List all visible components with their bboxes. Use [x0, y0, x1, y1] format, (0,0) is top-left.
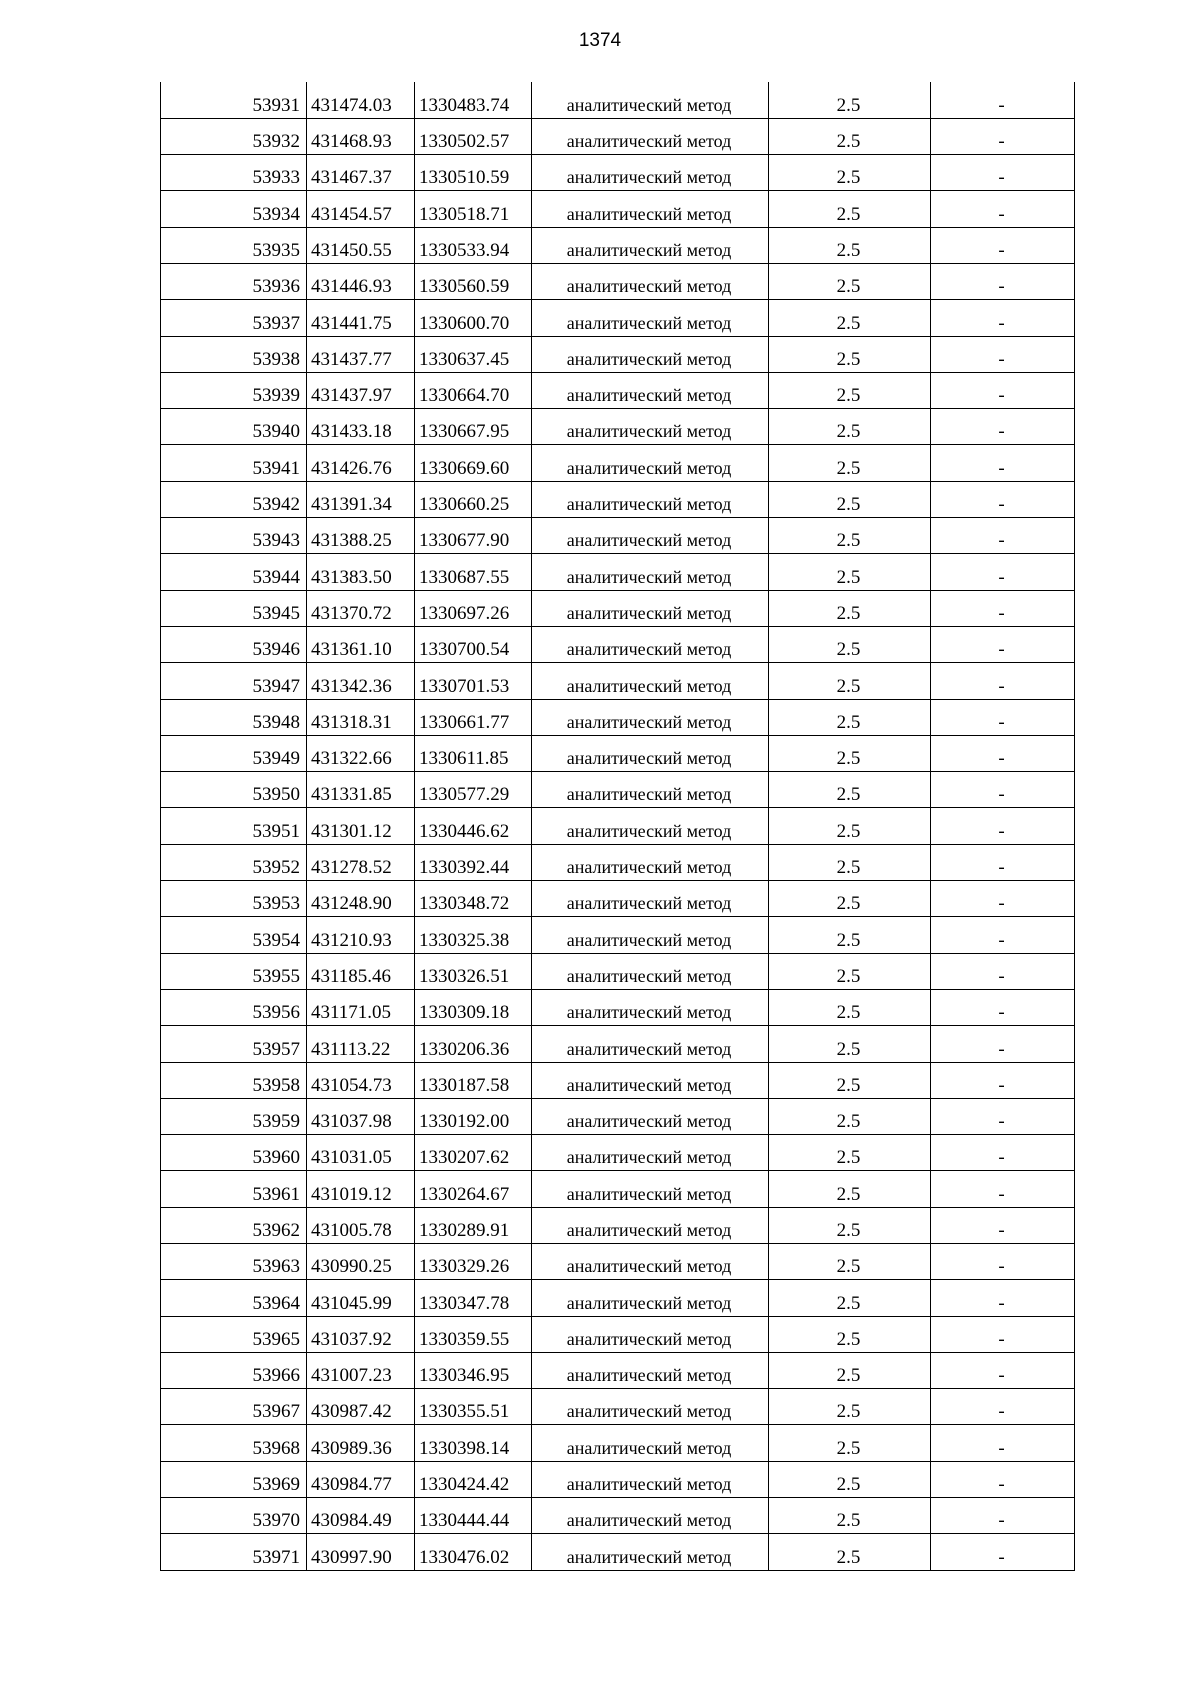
accuracy-cell: 2.5 [769, 1244, 931, 1280]
accuracy-cell: 2.5 [769, 118, 931, 154]
y-coordinate-cell: 1330424.42 [415, 1461, 532, 1497]
description-cell: - [931, 554, 1075, 590]
method-cell: аналитический метод [532, 1171, 769, 1207]
table-row [161, 1207, 1075, 1243]
table-row [161, 191, 1075, 227]
x-coordinate-cell: 431171.05 [307, 989, 415, 1025]
coordinates-table [160, 82, 1075, 1571]
x-coordinate-cell: 431185.46 [307, 953, 415, 989]
point-number-cell: 53968 [161, 1425, 307, 1461]
point-number-cell: 53951 [161, 808, 307, 844]
table-row [161, 1461, 1075, 1497]
table-row [161, 808, 1075, 844]
point-number-cell: 53960 [161, 1135, 307, 1171]
accuracy-cell: 2.5 [769, 663, 931, 699]
x-coordinate-cell: 431426.76 [307, 445, 415, 481]
point-number-cell: 53952 [161, 844, 307, 880]
description-cell: - [931, 82, 1075, 118]
y-coordinate-cell: 1330700.54 [415, 626, 532, 662]
accuracy-cell: 2.5 [769, 554, 931, 590]
description-cell: - [931, 227, 1075, 263]
table-row [161, 300, 1075, 336]
accuracy-cell: 2.5 [769, 1425, 931, 1461]
y-coordinate-cell: 1330392.44 [415, 844, 532, 880]
table-row [161, 227, 1075, 263]
x-coordinate-cell: 431037.92 [307, 1316, 415, 1352]
point-number-cell: 53965 [161, 1316, 307, 1352]
table-row [161, 263, 1075, 299]
table-row [161, 554, 1075, 590]
method-cell: аналитический метод [532, 808, 769, 844]
description-cell: - [931, 518, 1075, 554]
y-coordinate-cell: 1330346.95 [415, 1352, 532, 1388]
description-cell: - [931, 626, 1075, 662]
accuracy-cell: 2.5 [769, 336, 931, 372]
method-cell: аналитический метод [532, 1425, 769, 1461]
method-cell: аналитический метод [532, 155, 769, 191]
x-coordinate-cell: 431210.93 [307, 917, 415, 953]
point-number-cell: 53933 [161, 155, 307, 191]
description-cell: - [931, 1280, 1075, 1316]
x-coordinate-cell: 430987.42 [307, 1389, 415, 1425]
method-cell: аналитический метод [532, 699, 769, 735]
table-row [161, 409, 1075, 445]
description-cell: - [931, 989, 1075, 1025]
accuracy-cell: 2.5 [769, 300, 931, 336]
table-row [161, 481, 1075, 517]
table-row [161, 1026, 1075, 1062]
point-number-cell: 53939 [161, 372, 307, 408]
x-coordinate-cell: 431037.98 [307, 1098, 415, 1134]
y-coordinate-cell: 1330669.60 [415, 445, 532, 481]
x-coordinate-cell: 431019.12 [307, 1171, 415, 1207]
accuracy-cell: 2.5 [769, 372, 931, 408]
y-coordinate-cell: 1330667.95 [415, 409, 532, 445]
table-row [161, 518, 1075, 554]
x-coordinate-cell: 431391.34 [307, 481, 415, 517]
x-coordinate-cell: 430984.77 [307, 1461, 415, 1497]
point-number-cell: 53956 [161, 989, 307, 1025]
accuracy-cell: 2.5 [769, 1026, 931, 1062]
point-number-cell: 53950 [161, 772, 307, 808]
y-coordinate-cell: 1330446.62 [415, 808, 532, 844]
method-cell: аналитический метод [532, 1098, 769, 1134]
description-cell: - [931, 1425, 1075, 1461]
description-cell: - [931, 1534, 1075, 1570]
accuracy-cell: 2.5 [769, 989, 931, 1025]
description-cell: - [931, 699, 1075, 735]
point-number-cell: 53964 [161, 1280, 307, 1316]
description-cell: - [931, 1352, 1075, 1388]
method-cell: аналитический метод [532, 372, 769, 408]
y-coordinate-cell: 1330309.18 [415, 989, 532, 1025]
method-cell: аналитический метод [532, 554, 769, 590]
method-cell: аналитический метод [532, 590, 769, 626]
x-coordinate-cell: 431342.36 [307, 663, 415, 699]
x-coordinate-cell: 430990.25 [307, 1244, 415, 1280]
point-number-cell: 53958 [161, 1062, 307, 1098]
x-coordinate-cell: 431031.05 [307, 1135, 415, 1171]
accuracy-cell: 2.5 [769, 1280, 931, 1316]
table-row [161, 1498, 1075, 1534]
y-coordinate-cell: 1330661.77 [415, 699, 532, 735]
y-coordinate-cell: 1330697.26 [415, 590, 532, 626]
point-number-cell: 53962 [161, 1207, 307, 1243]
table-row [161, 626, 1075, 662]
accuracy-cell: 2.5 [769, 1352, 931, 1388]
description-cell: - [931, 881, 1075, 917]
point-number-cell: 53946 [161, 626, 307, 662]
accuracy-cell: 2.5 [769, 82, 931, 118]
description-cell: - [931, 844, 1075, 880]
description-cell: - [931, 445, 1075, 481]
page-number: 1374 [578, 30, 622, 51]
table-row [161, 735, 1075, 771]
description-cell: - [931, 481, 1075, 517]
point-number-cell: 53938 [161, 336, 307, 372]
accuracy-cell: 2.5 [769, 844, 931, 880]
table-row [161, 1389, 1075, 1425]
accuracy-cell: 2.5 [769, 155, 931, 191]
x-coordinate-cell: 431054.73 [307, 1062, 415, 1098]
accuracy-cell: 2.5 [769, 1171, 931, 1207]
x-coordinate-cell: 431113.22 [307, 1026, 415, 1062]
x-coordinate-cell: 431437.97 [307, 372, 415, 408]
accuracy-cell: 2.5 [769, 590, 931, 626]
description-cell: - [931, 263, 1075, 299]
x-coordinate-cell: 431007.23 [307, 1352, 415, 1388]
table-row [161, 663, 1075, 699]
method-cell: аналитический метод [532, 953, 769, 989]
y-coordinate-cell: 1330510.59 [415, 155, 532, 191]
table-row [161, 1244, 1075, 1280]
x-coordinate-cell: 431248.90 [307, 881, 415, 917]
description-cell: - [931, 1389, 1075, 1425]
description-cell: - [931, 1498, 1075, 1534]
point-number-cell: 53955 [161, 953, 307, 989]
x-coordinate-cell: 431450.55 [307, 227, 415, 263]
point-number-cell: 53953 [161, 881, 307, 917]
y-coordinate-cell: 1330347.78 [415, 1280, 532, 1316]
accuracy-cell: 2.5 [769, 772, 931, 808]
method-cell: аналитический метод [532, 336, 769, 372]
x-coordinate-cell: 431433.18 [307, 409, 415, 445]
method-cell: аналитический метод [532, 1389, 769, 1425]
description-cell: - [931, 1316, 1075, 1352]
point-number-cell: 53940 [161, 409, 307, 445]
method-cell: аналитический метод [532, 227, 769, 263]
accuracy-cell: 2.5 [769, 227, 931, 263]
point-number-cell: 53944 [161, 554, 307, 590]
description-cell: - [931, 590, 1075, 626]
accuracy-cell: 2.5 [769, 699, 931, 735]
description-cell: - [931, 1244, 1075, 1280]
x-coordinate-cell: 431454.57 [307, 191, 415, 227]
table-row [161, 372, 1075, 408]
x-coordinate-cell: 431278.52 [307, 844, 415, 880]
table-row [161, 1098, 1075, 1134]
x-coordinate-cell: 431370.72 [307, 590, 415, 626]
description-cell: - [931, 953, 1075, 989]
table-row [161, 590, 1075, 626]
y-coordinate-cell: 1330348.72 [415, 881, 532, 917]
method-cell: аналитический метод [532, 1244, 769, 1280]
y-coordinate-cell: 1330206.36 [415, 1026, 532, 1062]
description-cell: - [931, 808, 1075, 844]
accuracy-cell: 2.5 [769, 191, 931, 227]
point-number-cell: 53945 [161, 590, 307, 626]
accuracy-cell: 2.5 [769, 1207, 931, 1243]
description-cell: - [931, 1207, 1075, 1243]
y-coordinate-cell: 1330611.85 [415, 735, 532, 771]
y-coordinate-cell: 1330398.14 [415, 1425, 532, 1461]
x-coordinate-cell: 431474.03 [307, 82, 415, 118]
accuracy-cell: 2.5 [769, 409, 931, 445]
point-number-cell: 53941 [161, 445, 307, 481]
description-cell: - [931, 118, 1075, 154]
method-cell: аналитический метод [532, 1026, 769, 1062]
y-coordinate-cell: 1330637.45 [415, 336, 532, 372]
description-cell: - [931, 772, 1075, 808]
table-row [161, 953, 1075, 989]
y-coordinate-cell: 1330444.44 [415, 1498, 532, 1534]
accuracy-cell: 2.5 [769, 1389, 931, 1425]
method-cell: аналитический метод [532, 844, 769, 880]
description-cell: - [931, 1026, 1075, 1062]
table-row [161, 82, 1075, 118]
y-coordinate-cell: 1330701.53 [415, 663, 532, 699]
x-coordinate-cell: 431361.10 [307, 626, 415, 662]
y-coordinate-cell: 1330289.91 [415, 1207, 532, 1243]
accuracy-cell: 2.5 [769, 917, 931, 953]
x-coordinate-cell: 431383.50 [307, 554, 415, 590]
method-cell: аналитический метод [532, 481, 769, 517]
accuracy-cell: 2.5 [769, 1534, 931, 1570]
description-cell: - [931, 917, 1075, 953]
table-row [161, 772, 1075, 808]
coordinates-table-body [161, 82, 1075, 1570]
y-coordinate-cell: 1330518.71 [415, 191, 532, 227]
table-row [161, 1534, 1075, 1570]
method-cell: аналитический метод [532, 118, 769, 154]
description-cell: - [931, 1098, 1075, 1134]
y-coordinate-cell: 1330326.51 [415, 953, 532, 989]
method-cell: аналитический метод [532, 445, 769, 481]
accuracy-cell: 2.5 [769, 1098, 931, 1134]
point-number-cell: 53943 [161, 518, 307, 554]
description-cell: - [931, 1135, 1075, 1171]
accuracy-cell: 2.5 [769, 263, 931, 299]
accuracy-cell: 2.5 [769, 808, 931, 844]
point-number-cell: 53937 [161, 300, 307, 336]
point-number-cell: 53948 [161, 699, 307, 735]
accuracy-cell: 2.5 [769, 445, 931, 481]
table-row [161, 1062, 1075, 1098]
table-row [161, 699, 1075, 735]
method-cell: аналитический метод [532, 518, 769, 554]
description-cell: - [931, 336, 1075, 372]
accuracy-cell: 2.5 [769, 626, 931, 662]
accuracy-cell: 2.5 [769, 735, 931, 771]
y-coordinate-cell: 1330329.26 [415, 1244, 532, 1280]
method-cell: аналитический метод [532, 1135, 769, 1171]
description-cell: - [931, 1461, 1075, 1497]
x-coordinate-cell: 431322.66 [307, 735, 415, 771]
method-cell: аналитический метод [532, 300, 769, 336]
x-coordinate-cell: 431005.78 [307, 1207, 415, 1243]
method-cell: аналитический метод [532, 263, 769, 299]
method-cell: аналитический метод [532, 1207, 769, 1243]
method-cell: аналитический метод [532, 1498, 769, 1534]
table-row [161, 1280, 1075, 1316]
x-coordinate-cell: 431437.77 [307, 336, 415, 372]
point-number-cell: 53957 [161, 1026, 307, 1062]
description-cell: - [931, 372, 1075, 408]
x-coordinate-cell: 431468.93 [307, 118, 415, 154]
table-row [161, 844, 1075, 880]
table-row [161, 881, 1075, 917]
y-coordinate-cell: 1330664.70 [415, 372, 532, 408]
y-coordinate-cell: 1330533.94 [415, 227, 532, 263]
y-coordinate-cell: 1330325.38 [415, 917, 532, 953]
y-coordinate-cell: 1330502.57 [415, 118, 532, 154]
accuracy-cell: 2.5 [769, 1461, 931, 1497]
description-cell: - [931, 300, 1075, 336]
method-cell: аналитический метод [532, 1316, 769, 1352]
description-cell: - [931, 735, 1075, 771]
method-cell: аналитический метод [532, 1461, 769, 1497]
y-coordinate-cell: 1330264.67 [415, 1171, 532, 1207]
point-number-cell: 53969 [161, 1461, 307, 1497]
method-cell: аналитический метод [532, 881, 769, 917]
table-row [161, 989, 1075, 1025]
point-number-cell: 53932 [161, 118, 307, 154]
method-cell: аналитический метод [532, 772, 769, 808]
point-number-cell: 53970 [161, 1498, 307, 1534]
table-row [161, 1425, 1075, 1461]
x-coordinate-cell: 431467.37 [307, 155, 415, 191]
method-cell: аналитический метод [532, 1534, 769, 1570]
table-row [161, 1316, 1075, 1352]
x-coordinate-cell: 431441.75 [307, 300, 415, 336]
method-cell: аналитический метод [532, 82, 769, 118]
y-coordinate-cell: 1330483.74 [415, 82, 532, 118]
description-cell: - [931, 1062, 1075, 1098]
accuracy-cell: 2.5 [769, 1498, 931, 1534]
x-coordinate-cell: 431331.85 [307, 772, 415, 808]
table-row [161, 1352, 1075, 1388]
accuracy-cell: 2.5 [769, 953, 931, 989]
y-coordinate-cell: 1330359.55 [415, 1316, 532, 1352]
table-row [161, 1135, 1075, 1171]
accuracy-cell: 2.5 [769, 1135, 931, 1171]
accuracy-cell: 2.5 [769, 481, 931, 517]
y-coordinate-cell: 1330677.90 [415, 518, 532, 554]
point-number-cell: 53935 [161, 227, 307, 263]
method-cell: аналитический метод [532, 735, 769, 771]
description-cell: - [931, 409, 1075, 445]
method-cell: аналитический метод [532, 989, 769, 1025]
point-number-cell: 53963 [161, 1244, 307, 1280]
table-row [161, 118, 1075, 154]
point-number-cell: 53934 [161, 191, 307, 227]
table-row [161, 155, 1075, 191]
point-number-cell: 53971 [161, 1534, 307, 1570]
y-coordinate-cell: 1330192.00 [415, 1098, 532, 1134]
point-number-cell: 53966 [161, 1352, 307, 1388]
method-cell: аналитический метод [532, 626, 769, 662]
x-coordinate-cell: 430997.90 [307, 1534, 415, 1570]
table-row [161, 445, 1075, 481]
method-cell: аналитический метод [532, 409, 769, 445]
point-number-cell: 53947 [161, 663, 307, 699]
x-coordinate-cell: 431388.25 [307, 518, 415, 554]
description-cell: - [931, 155, 1075, 191]
point-number-cell: 53954 [161, 917, 307, 953]
point-number-cell: 53942 [161, 481, 307, 517]
y-coordinate-cell: 1330187.58 [415, 1062, 532, 1098]
accuracy-cell: 2.5 [769, 881, 931, 917]
y-coordinate-cell: 1330687.55 [415, 554, 532, 590]
description-cell: - [931, 191, 1075, 227]
point-number-cell: 53961 [161, 1171, 307, 1207]
point-number-cell: 53936 [161, 263, 307, 299]
description-cell: - [931, 1171, 1075, 1207]
x-coordinate-cell: 430989.36 [307, 1425, 415, 1461]
y-coordinate-cell: 1330600.70 [415, 300, 532, 336]
y-coordinate-cell: 1330476.02 [415, 1534, 532, 1570]
table-row [161, 917, 1075, 953]
y-coordinate-cell: 1330660.25 [415, 481, 532, 517]
y-coordinate-cell: 1330560.59 [415, 263, 532, 299]
accuracy-cell: 2.5 [769, 518, 931, 554]
point-number-cell: 53949 [161, 735, 307, 771]
point-number-cell: 53967 [161, 1389, 307, 1425]
y-coordinate-cell: 1330355.51 [415, 1389, 532, 1425]
x-coordinate-cell: 430984.49 [307, 1498, 415, 1534]
description-cell: - [931, 663, 1075, 699]
x-coordinate-cell: 431446.93 [307, 263, 415, 299]
method-cell: аналитический метод [532, 917, 769, 953]
accuracy-cell: 2.5 [769, 1062, 931, 1098]
point-number-cell: 53931 [161, 82, 307, 118]
method-cell: аналитический метод [532, 663, 769, 699]
table-row [161, 336, 1075, 372]
method-cell: аналитический метод [532, 191, 769, 227]
x-coordinate-cell: 431318.31 [307, 699, 415, 735]
y-coordinate-cell: 1330577.29 [415, 772, 532, 808]
y-coordinate-cell: 1330207.62 [415, 1135, 532, 1171]
method-cell: аналитический метод [532, 1062, 769, 1098]
x-coordinate-cell: 431301.12 [307, 808, 415, 844]
method-cell: аналитический метод [532, 1352, 769, 1388]
table-row [161, 1171, 1075, 1207]
point-number-cell: 53959 [161, 1098, 307, 1134]
method-cell: аналитический метод [532, 1280, 769, 1316]
x-coordinate-cell: 431045.99 [307, 1280, 415, 1316]
accuracy-cell: 2.5 [769, 1316, 931, 1352]
